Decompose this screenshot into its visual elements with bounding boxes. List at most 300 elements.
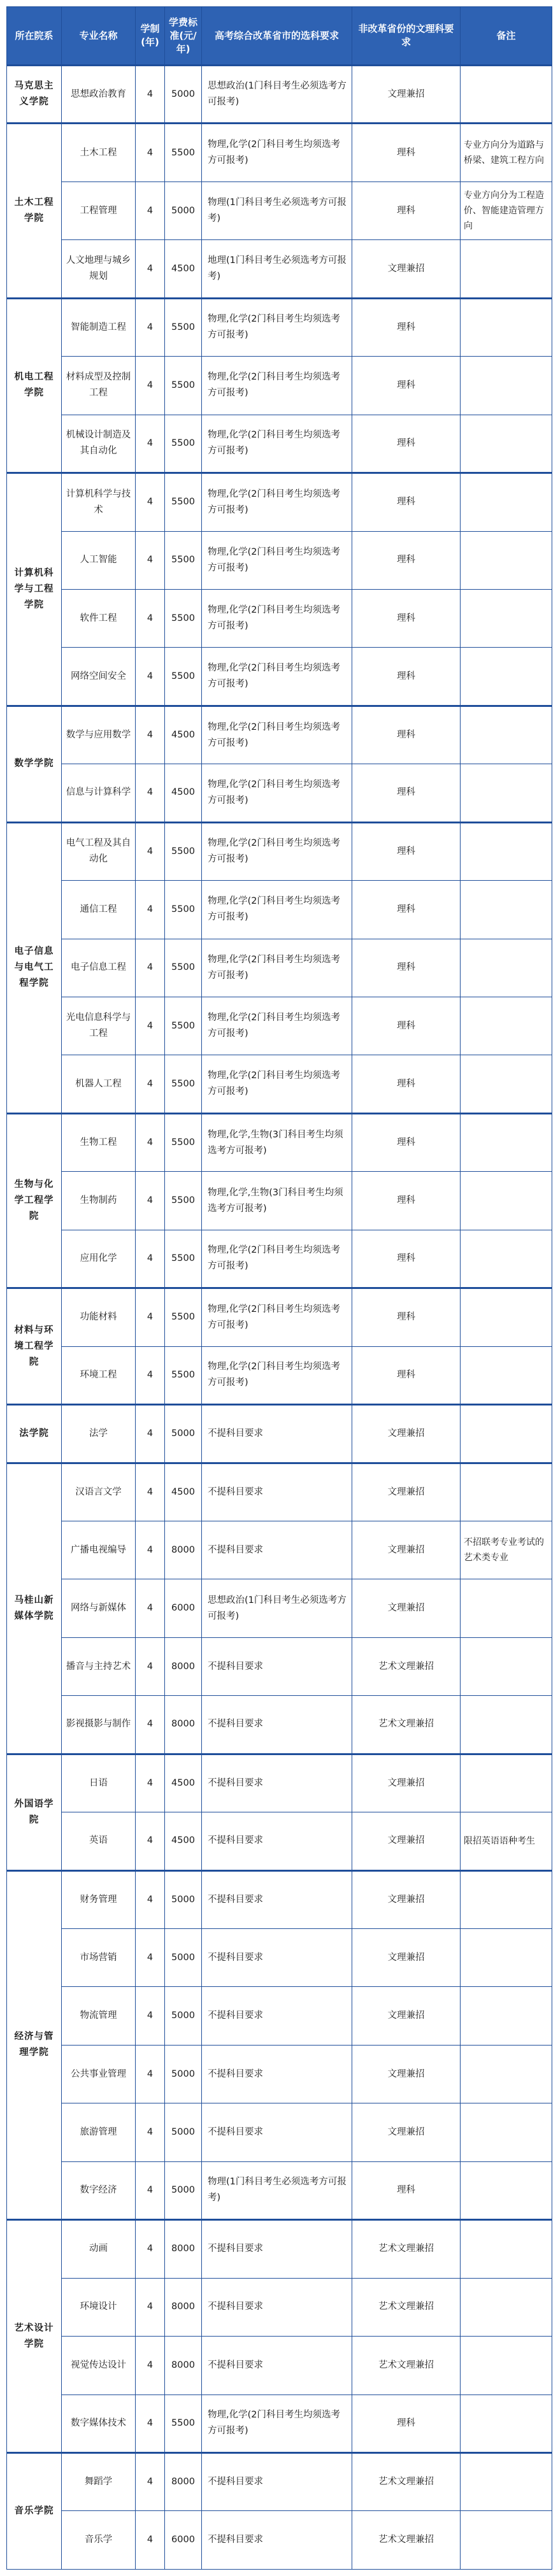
major-cell: 市场营销 xyxy=(62,1929,136,1987)
years-cell: 4 xyxy=(136,66,165,124)
dept-cell: 法学院 xyxy=(7,1405,62,1463)
major-cell: 舞蹈学 xyxy=(62,2452,136,2510)
fee-cell: 5500 xyxy=(165,531,202,589)
years-cell: 4 xyxy=(136,2395,165,2452)
major-cell: 英语 xyxy=(62,1812,136,1870)
table-row xyxy=(7,1812,552,1870)
fee-cell: 5000 xyxy=(165,1870,202,1928)
note-cell xyxy=(461,2103,552,2161)
arts-science-requirement-cell: 理科 xyxy=(352,415,461,473)
years-cell: 4 xyxy=(136,589,165,647)
note-cell xyxy=(461,706,552,764)
table-row xyxy=(7,1987,552,2045)
table-row xyxy=(7,1113,552,1171)
years-cell: 4 xyxy=(136,881,165,939)
subject-requirement-cell: 思想政治(1门科目考生必须选考方可报考) xyxy=(202,1579,352,1637)
major-cell: 环境工程 xyxy=(62,1346,136,1404)
fee-cell: 5500 xyxy=(165,881,202,939)
arts-science-requirement-cell: 理科 xyxy=(352,1288,461,1346)
fee-cell: 4500 xyxy=(165,764,202,822)
arts-science-requirement-cell: 理科 xyxy=(352,2395,461,2452)
note-cell xyxy=(461,1579,552,1637)
years-cell: 4 xyxy=(136,1987,165,2045)
fee-cell: 5500 xyxy=(165,415,202,473)
major-cell: 音乐学 xyxy=(62,2511,136,2570)
major-cell: 功能材料 xyxy=(62,1288,136,1346)
table-row xyxy=(7,2161,552,2219)
major-cell: 计算机科学与技术 xyxy=(62,473,136,531)
years-cell: 4 xyxy=(136,1929,165,1987)
years-cell: 4 xyxy=(136,1230,165,1288)
subject-requirement-cell: 物理,化学(2门科目考生均须选考方可报考) xyxy=(202,1230,352,1288)
major-cell: 物流管理 xyxy=(62,1987,136,2045)
table-row xyxy=(7,822,552,880)
arts-science-requirement-cell: 文理兼招 xyxy=(352,2103,461,2161)
major-cell: 机器人工程 xyxy=(62,1055,136,1113)
note-cell xyxy=(461,2395,552,2452)
arts-science-requirement-cell: 理科 xyxy=(352,706,461,764)
arts-science-requirement-cell: 理科 xyxy=(352,1172,461,1230)
years-cell: 4 xyxy=(136,473,165,531)
note-cell xyxy=(461,415,552,473)
years-cell: 4 xyxy=(136,997,165,1055)
note-cell xyxy=(461,1346,552,1404)
years-cell: 4 xyxy=(136,764,165,822)
table-row xyxy=(7,473,552,531)
note-cell: 专业方向分为道路与桥梁、建筑工程方向 xyxy=(461,124,552,181)
subject-requirement-cell: 物理,化学(2门科目考生均须选考方可报考) xyxy=(202,939,352,997)
fee-cell: 6000 xyxy=(165,2511,202,2570)
major-cell: 智能制造工程 xyxy=(62,298,136,356)
table-row xyxy=(7,881,552,939)
table-row xyxy=(7,1288,552,1346)
fee-cell: 8000 xyxy=(165,1696,202,1754)
subject-requirement-cell: 不提科目要求 xyxy=(202,1637,352,1695)
subject-requirement-cell: 不提科目要求 xyxy=(202,1463,352,1521)
table-row xyxy=(7,2452,552,2510)
subject-requirement-cell: 不提科目要求 xyxy=(202,1754,352,1812)
fee-cell: 5000 xyxy=(165,1987,202,2045)
fee-cell: 5000 xyxy=(165,2103,202,2161)
subject-requirement-cell: 物理,化学(2门科目考生均须选考方可报考) xyxy=(202,764,352,822)
table-row xyxy=(7,648,552,706)
years-cell: 4 xyxy=(136,2220,165,2278)
arts-science-requirement-cell: 理科 xyxy=(352,473,461,531)
note-cell xyxy=(461,2045,552,2103)
note-cell xyxy=(461,357,552,415)
subject-requirement-cell: 物理(1门科目考生必须选考方可报考) xyxy=(202,181,352,239)
table-row xyxy=(7,1521,552,1579)
fee-cell: 5500 xyxy=(165,997,202,1055)
fee-cell: 5000 xyxy=(165,1929,202,1987)
arts-science-requirement-cell: 理科 xyxy=(352,997,461,1055)
years-cell: 4 xyxy=(136,1696,165,1754)
note-cell xyxy=(461,1288,552,1346)
table-row xyxy=(7,415,552,473)
years-cell: 4 xyxy=(136,1346,165,1404)
arts-science-requirement-cell: 理科 xyxy=(352,881,461,939)
fee-cell: 5500 xyxy=(165,1055,202,1113)
subject-requirement-cell: 物理,化学(2门科目考生均须选考方可报考) xyxy=(202,1346,352,1404)
arts-science-requirement-cell: 文理兼招 xyxy=(352,1754,461,1812)
years-cell: 4 xyxy=(136,357,165,415)
years-cell: 4 xyxy=(136,124,165,181)
major-cell: 数学与应用数学 xyxy=(62,706,136,764)
years-cell: 4 xyxy=(136,822,165,880)
fee-cell: 4500 xyxy=(165,1463,202,1521)
subject-requirement-cell: 物理,化学(2门科目考生均须选考方可报考) xyxy=(202,648,352,706)
note-cell xyxy=(461,1754,552,1812)
years-cell: 4 xyxy=(136,1113,165,1171)
note-cell xyxy=(461,1230,552,1288)
arts-science-requirement-cell: 理科 xyxy=(352,531,461,589)
table-row xyxy=(7,1754,552,1812)
fee-cell: 8000 xyxy=(165,2452,202,2510)
table-row xyxy=(7,1172,552,1230)
subject-requirement-cell: 不提科目要求 xyxy=(202,2045,352,2103)
note-cell xyxy=(461,1696,552,1754)
table-row xyxy=(7,939,552,997)
subject-requirement-cell: 物理,化学(2门科目考生均须选考方可报考) xyxy=(202,298,352,356)
table-row xyxy=(7,1929,552,1987)
subject-requirement-cell: 物理,化学(2门科目考生均须选考方可报考) xyxy=(202,822,352,880)
years-cell: 4 xyxy=(136,415,165,473)
major-cell: 机械设计制造及其自动化 xyxy=(62,415,136,473)
header-major: 专业名称 xyxy=(62,7,136,66)
arts-science-requirement-cell: 理科 xyxy=(352,648,461,706)
major-cell: 网络与新媒体 xyxy=(62,1579,136,1637)
dept-cell: 音乐学院 xyxy=(7,2452,62,2569)
subject-requirement-cell: 物理,化学(2门科目考生均须选考方可报考) xyxy=(202,2395,352,2452)
table-body xyxy=(7,66,552,2570)
subject-requirement-cell: 不提科目要求 xyxy=(202,2511,352,2570)
arts-science-requirement-cell: 艺术文理兼招 xyxy=(352,1696,461,1754)
major-cell: 材料成型及控制工程 xyxy=(62,357,136,415)
major-cell: 日语 xyxy=(62,1754,136,1812)
years-cell: 4 xyxy=(136,298,165,356)
subject-requirement-cell: 物理(1门科目考生必须选考方可报考) xyxy=(202,2161,352,2219)
arts-science-requirement-cell: 文理兼招 xyxy=(352,2045,461,2103)
note-cell xyxy=(461,531,552,589)
fee-cell: 5500 xyxy=(165,1113,202,1171)
major-cell: 人工智能 xyxy=(62,531,136,589)
years-cell: 4 xyxy=(136,240,165,298)
arts-science-requirement-cell: 文理兼招 xyxy=(352,1405,461,1463)
major-cell: 数字经济 xyxy=(62,2161,136,2219)
note-cell xyxy=(461,240,552,298)
major-cell: 生物制药 xyxy=(62,1172,136,1230)
dept-cell: 计算机科学与工程学院 xyxy=(7,473,62,706)
years-cell: 4 xyxy=(136,1463,165,1521)
table-header-row xyxy=(7,7,552,66)
subject-requirement-cell: 物理,化学(2门科目考生均须选考方可报考) xyxy=(202,997,352,1055)
arts-science-requirement-cell: 理科 xyxy=(352,1346,461,1404)
fee-cell: 4500 xyxy=(165,706,202,764)
fee-cell: 5500 xyxy=(165,1172,202,1230)
table-row xyxy=(7,298,552,356)
fee-cell: 8000 xyxy=(165,1637,202,1695)
note-cell xyxy=(461,589,552,647)
subject-requirement-cell: 物理,化学(2门科目考生均须选考方可报考) xyxy=(202,589,352,647)
years-cell: 4 xyxy=(136,1870,165,1928)
table-row xyxy=(7,1579,552,1637)
subject-requirement-cell: 不提科目要求 xyxy=(202,1929,352,1987)
major-cell: 财务管理 xyxy=(62,1870,136,1928)
table-row xyxy=(7,1870,552,1928)
dept-cell: 马桂山新媒体学院 xyxy=(7,1463,62,1754)
table-row xyxy=(7,1696,552,1754)
note-cell xyxy=(461,1055,552,1113)
note-cell xyxy=(461,997,552,1055)
header-note: 备注 xyxy=(461,7,552,66)
note-cell xyxy=(461,1113,552,1171)
dept-cell: 数学学院 xyxy=(7,706,62,822)
fee-cell: 4500 xyxy=(165,240,202,298)
arts-science-requirement-cell: 文理兼招 xyxy=(352,1521,461,1579)
arts-science-requirement-cell: 艺术文理兼招 xyxy=(352,2337,461,2395)
arts-science-requirement-cell: 文理兼招 xyxy=(352,240,461,298)
major-cell: 播音与主持艺术 xyxy=(62,1637,136,1695)
arts-science-requirement-cell: 艺术文理兼招 xyxy=(352,2220,461,2278)
years-cell: 4 xyxy=(136,1172,165,1230)
note-cell xyxy=(461,1172,552,1230)
dept-cell: 艺术设计学院 xyxy=(7,2220,62,2453)
subject-requirement-cell: 物理,化学(2门科目考生均须选考方可报考) xyxy=(202,357,352,415)
arts-science-requirement-cell: 文理兼招 xyxy=(352,1987,461,2045)
note-cell xyxy=(461,2337,552,2395)
subject-requirement-cell: 不提科目要求 xyxy=(202,1987,352,2045)
fee-cell: 5500 xyxy=(165,589,202,647)
years-cell: 4 xyxy=(136,1754,165,1812)
table-row xyxy=(7,2395,552,2452)
subject-requirement-cell: 不提科目要求 xyxy=(202,1870,352,1928)
subject-requirement-cell: 物理,化学(2门科目考生均须选考方可报考) xyxy=(202,1288,352,1346)
note-cell: 限招英语语种考生 xyxy=(461,1812,552,1870)
arts-science-requirement-cell: 文理兼招 xyxy=(352,1812,461,1870)
fee-cell: 5000 xyxy=(165,66,202,124)
major-cell: 广播电视编导 xyxy=(62,1521,136,1579)
arts-science-requirement-cell: 理科 xyxy=(352,939,461,997)
table-row xyxy=(7,66,552,124)
subject-requirement-cell: 物理,化学(2门科目考生均须选考方可报考) xyxy=(202,706,352,764)
arts-science-requirement-cell: 理科 xyxy=(352,357,461,415)
dept-cell: 材料与环境工程学院 xyxy=(7,1288,62,1405)
years-cell: 4 xyxy=(136,2278,165,2336)
table-row xyxy=(7,2220,552,2278)
arts-science-requirement-cell: 理科 xyxy=(352,1113,461,1171)
table-row xyxy=(7,706,552,764)
table-row xyxy=(7,997,552,1055)
note-cell xyxy=(461,2452,552,2510)
subject-requirement-cell: 思想政治(1门科目考生必须选考方可报考) xyxy=(202,66,352,124)
major-cell: 信息与计算科学 xyxy=(62,764,136,822)
fee-cell: 5500 xyxy=(165,473,202,531)
dept-cell: 机电工程学院 xyxy=(7,298,62,473)
subject-requirement-cell: 物理,化学(2门科目考生均须选考方可报考) xyxy=(202,124,352,181)
note-cell: 专业方向分为工程造价、智能建造管理方向 xyxy=(461,181,552,239)
years-cell: 4 xyxy=(136,1055,165,1113)
header-dept: 所在院系 xyxy=(7,7,62,66)
years-cell: 4 xyxy=(136,1405,165,1463)
years-cell: 4 xyxy=(136,181,165,239)
note-cell xyxy=(461,1987,552,2045)
fee-cell: 5500 xyxy=(165,648,202,706)
table-row xyxy=(7,1463,552,1521)
dept-cell: 电子信息与电气工程学院 xyxy=(7,822,62,1113)
years-cell: 4 xyxy=(136,706,165,764)
subject-requirement-cell: 不提科目要求 xyxy=(202,2452,352,2510)
header-arts-science-requirement: 非改革省份的文理科要求 xyxy=(352,7,461,66)
arts-science-requirement-cell: 艺术文理兼招 xyxy=(352,1637,461,1695)
header-fee: 学费标准(元/年) xyxy=(165,7,202,66)
table-row xyxy=(7,357,552,415)
note-cell xyxy=(461,1929,552,1987)
subject-requirement-cell: 不提科目要求 xyxy=(202,1812,352,1870)
major-cell: 法学 xyxy=(62,1405,136,1463)
dept-cell: 马克思主义学院 xyxy=(7,66,62,124)
subject-requirement-cell: 不提科目要求 xyxy=(202,1405,352,1463)
table-row xyxy=(7,2337,552,2395)
years-cell: 4 xyxy=(136,648,165,706)
fee-cell: 5000 xyxy=(165,1405,202,1463)
header-years: 学制(年) xyxy=(136,7,165,66)
fee-cell: 5500 xyxy=(165,1230,202,1288)
subject-requirement-cell: 不提科目要求 xyxy=(202,1521,352,1579)
fee-cell: 5500 xyxy=(165,1346,202,1404)
fee-cell: 6000 xyxy=(165,1579,202,1637)
table-row xyxy=(7,1346,552,1404)
fee-cell: 5500 xyxy=(165,939,202,997)
note-cell xyxy=(461,1870,552,1928)
subject-requirement-cell: 不提科目要求 xyxy=(202,1696,352,1754)
note-cell xyxy=(461,2161,552,2219)
years-cell: 4 xyxy=(136,2103,165,2161)
table-row xyxy=(7,2045,552,2103)
years-cell: 4 xyxy=(136,939,165,997)
arts-science-requirement-cell: 文理兼招 xyxy=(352,1929,461,1987)
admissions-table xyxy=(6,6,552,2570)
note-cell xyxy=(461,881,552,939)
table-row xyxy=(7,181,552,239)
table-row xyxy=(7,1055,552,1113)
subject-requirement-cell: 物理,化学(2门科目考生均须选考方可报考) xyxy=(202,473,352,531)
note-cell xyxy=(461,1463,552,1521)
table-row xyxy=(7,240,552,298)
major-cell: 视觉传达设计 xyxy=(62,2337,136,2395)
note-cell: 不招联考专业考试的艺术类专业 xyxy=(461,1521,552,1579)
fee-cell: 5000 xyxy=(165,2161,202,2219)
fee-cell: 5500 xyxy=(165,357,202,415)
arts-science-requirement-cell: 艺术文理兼招 xyxy=(352,2511,461,2570)
years-cell: 4 xyxy=(136,1812,165,1870)
major-cell: 电子信息工程 xyxy=(62,939,136,997)
arts-science-requirement-cell: 文理兼招 xyxy=(352,1579,461,1637)
subject-requirement-cell: 物理,化学,生物(3门科目考生均须选考方可报考) xyxy=(202,1113,352,1171)
subject-requirement-cell: 不提科目要求 xyxy=(202,2337,352,2395)
years-cell: 4 xyxy=(136,2511,165,2570)
note-cell xyxy=(461,939,552,997)
arts-science-requirement-cell: 理科 xyxy=(352,822,461,880)
subject-requirement-cell: 不提科目要求 xyxy=(202,2103,352,2161)
subject-requirement-cell: 物理,化学,生物(3门科目考生均须选考方可报考) xyxy=(202,1172,352,1230)
years-cell: 4 xyxy=(136,2452,165,2510)
major-cell: 旅游管理 xyxy=(62,2103,136,2161)
table-row xyxy=(7,2278,552,2336)
table-row xyxy=(7,1637,552,1695)
years-cell: 4 xyxy=(136,1521,165,1579)
arts-science-requirement-cell: 文理兼招 xyxy=(352,1870,461,1928)
fee-cell: 5500 xyxy=(165,822,202,880)
arts-science-requirement-cell: 理科 xyxy=(352,181,461,239)
dept-cell: 生物与化学工程学院 xyxy=(7,1113,62,1288)
arts-science-requirement-cell: 理科 xyxy=(352,124,461,181)
major-cell: 通信工程 xyxy=(62,881,136,939)
table-row xyxy=(7,124,552,181)
table-row xyxy=(7,1230,552,1288)
major-cell: 光电信息科学与工程 xyxy=(62,997,136,1055)
years-cell: 4 xyxy=(136,2161,165,2219)
fee-cell: 5000 xyxy=(165,181,202,239)
note-cell xyxy=(461,764,552,822)
note-cell xyxy=(461,2220,552,2278)
note-cell xyxy=(461,822,552,880)
years-cell: 4 xyxy=(136,1288,165,1346)
arts-science-requirement-cell: 文理兼招 xyxy=(352,66,461,124)
years-cell: 4 xyxy=(136,1579,165,1637)
note-cell xyxy=(461,473,552,531)
note-cell xyxy=(461,1637,552,1695)
subject-requirement-cell: 地理(1门科目考生必须选考方可报考) xyxy=(202,240,352,298)
arts-science-requirement-cell: 艺术文理兼招 xyxy=(352,2452,461,2510)
fee-cell: 8000 xyxy=(165,1521,202,1579)
fee-cell: 5500 xyxy=(165,124,202,181)
arts-science-requirement-cell: 理科 xyxy=(352,1230,461,1288)
major-cell: 影视摄影与制作 xyxy=(62,1696,136,1754)
fee-cell: 5500 xyxy=(165,1288,202,1346)
note-cell xyxy=(461,648,552,706)
table-row xyxy=(7,2103,552,2161)
fee-cell: 8000 xyxy=(165,2337,202,2395)
major-cell: 人文地理与城乡规划 xyxy=(62,240,136,298)
years-cell: 4 xyxy=(136,1637,165,1695)
table-row xyxy=(7,589,552,647)
years-cell: 4 xyxy=(136,2337,165,2395)
dept-cell: 外国语学院 xyxy=(7,1754,62,1870)
note-cell xyxy=(461,66,552,124)
fee-cell: 4500 xyxy=(165,1812,202,1870)
major-cell: 思想政治教育 xyxy=(62,66,136,124)
table-row xyxy=(7,2511,552,2570)
major-cell: 网络空间安全 xyxy=(62,648,136,706)
arts-science-requirement-cell: 文理兼招 xyxy=(352,1463,461,1521)
major-cell: 公共事业管理 xyxy=(62,2045,136,2103)
fee-cell: 4500 xyxy=(165,1754,202,1812)
note-cell xyxy=(461,2278,552,2336)
major-cell: 电气工程及其自动化 xyxy=(62,822,136,880)
years-cell: 4 xyxy=(136,2045,165,2103)
table-row xyxy=(7,764,552,822)
major-cell: 工程管理 xyxy=(62,181,136,239)
major-cell: 数字媒体技术 xyxy=(62,2395,136,2452)
years-cell: 4 xyxy=(136,531,165,589)
fee-cell: 8000 xyxy=(165,2278,202,2336)
note-cell xyxy=(461,1405,552,1463)
arts-science-requirement-cell: 理科 xyxy=(352,764,461,822)
fee-cell: 5500 xyxy=(165,298,202,356)
subject-requirement-cell: 不提科目要求 xyxy=(202,2220,352,2278)
arts-science-requirement-cell: 理科 xyxy=(352,1055,461,1113)
note-cell xyxy=(461,298,552,356)
